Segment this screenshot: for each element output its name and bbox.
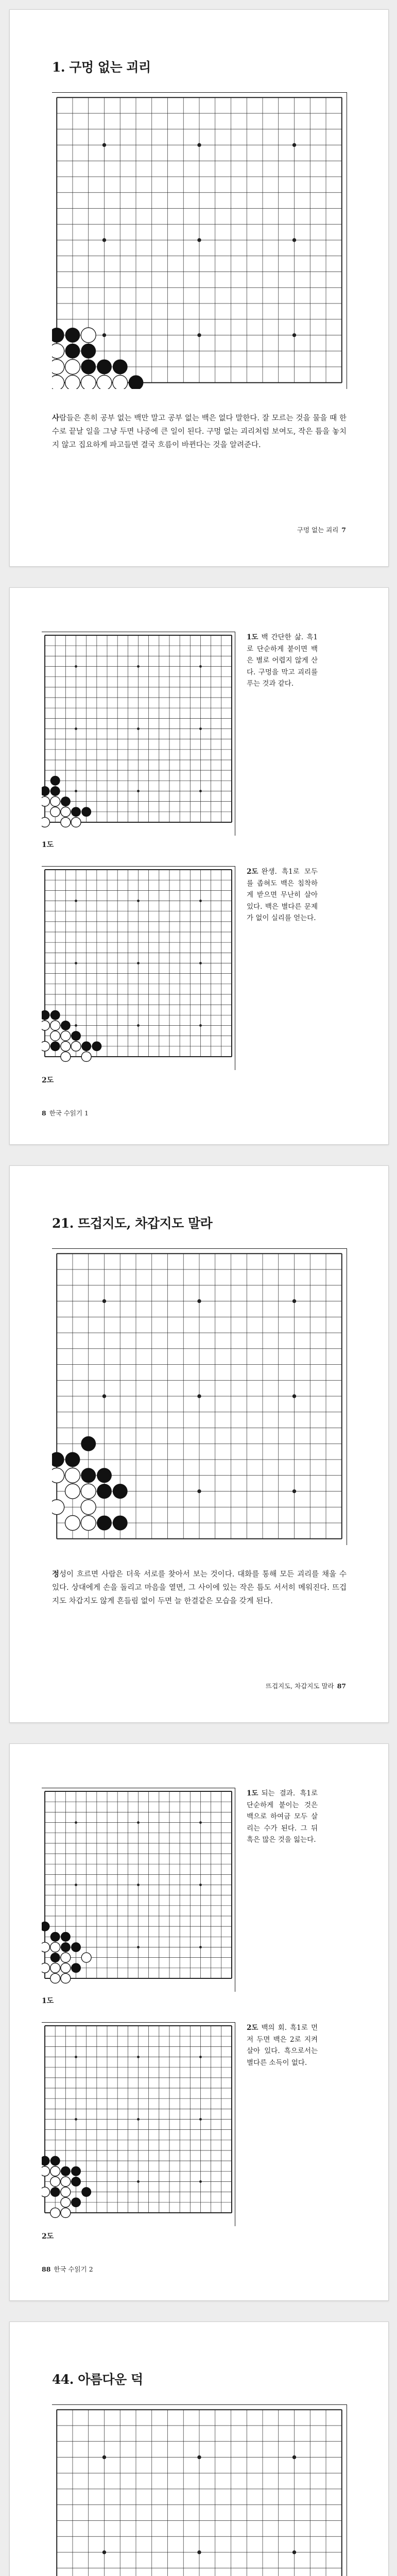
page-title: 1. 구멍 없는 괴리 [52,60,151,75]
star-point [102,333,106,337]
white-stone [61,1031,71,1041]
black-stone [61,2166,71,2176]
white-stone [52,344,64,359]
book-page-2 [9,587,389,1145]
black-stone [50,1953,60,1962]
white-stone [50,2166,60,2176]
board-grid [45,870,232,1057]
black-stone [81,1436,96,1451]
caption-text: 백의 회. 흑1로 먼저 두면 백은 2로 지켜 살아 있다. 흑으로서는 별다른 소득이 없다. [247,2024,318,2067]
book-page-1 [9,9,389,567]
black-stone [113,360,128,375]
white-stone [61,807,71,817]
black-stone [71,807,81,817]
black-stone [113,1516,128,1531]
running-footer [266,1681,346,1690]
white-stone [42,1021,50,1030]
star-point [199,1884,202,1886]
white-stone [61,2177,71,2187]
white-stone [81,1500,96,1515]
star-point [75,790,77,792]
white-stone [50,1942,60,1952]
caption-text: 완생. 흑1로 모두를 좁혀도 백은 침착하게 받으면 무난히 살아 있다. 백은 별다른 문제가 없이 실리를 얻는다. [247,868,318,922]
white-stone [52,1500,64,1515]
book-page-3 [9,1165,389,1723]
go-board [42,2022,235,2226]
book-page-4 [9,1743,389,2301]
white-stone [65,1484,80,1499]
black-stone [97,1484,112,1499]
white-stone [65,1468,80,1483]
black-stone [42,1010,50,1020]
white-stone [50,2177,60,2187]
diagram-caption [247,866,318,924]
white-stone [71,817,81,827]
star-point [197,2455,201,2459]
star-point [137,665,140,668]
caption-heading: 2도 [247,868,258,876]
star-point [75,900,77,902]
white-stone [81,1052,91,1061]
black-stone [50,786,60,796]
star-point [75,1024,77,1027]
white-stone [61,2208,71,2217]
black-stone [71,2177,81,2187]
black-stone [42,2156,50,2166]
star-point [75,962,77,964]
footer-title: 구멍 없는 괴리 [297,526,339,534]
star-point [197,333,201,337]
white-stone [52,1468,64,1483]
white-stone [81,1953,91,1962]
black-stone [129,375,144,389]
footer-title: 한국 수읽기 1 [49,1109,89,1117]
black-stone [81,807,91,817]
white-stone [81,1516,96,1531]
white-stone [50,796,60,806]
black-stone [61,796,71,806]
black-stone [50,2187,60,2197]
page-title: 21. 뜨겁지도, 차갑지도 말라 [52,1216,213,1231]
black-stone [113,1484,128,1499]
white-stone [61,1052,71,1061]
body-text: 정성이 흐르면 사람은 더욱 서로를 찾아서 보는 것이다. 대화를 통해 모든 괴리를 채울 수 있다. 상대에게 손을 돌리고 마음을 열면, 그 사이에 있는 작은 틈도 서서히 메워진다. 뜨겁지도 차갑지도 않게 흔들림 없이 두면 늘 한결같은 모습을 갖게 된다. [52,1570,347,1605]
black-stone [71,1031,81,1041]
star-point [292,1299,296,1303]
black-stone [50,1010,60,1020]
white-stone [61,1973,71,1983]
white-stone [52,375,64,389]
black-stone [81,1468,96,1483]
white-stone [113,375,128,389]
star-point [199,2056,202,2058]
go-board [52,2404,347,2576]
diagram-caption [247,1788,318,1846]
star-point [137,727,140,730]
star-point [137,1946,140,1948]
star-point [199,1821,202,1824]
running-footer [42,1108,89,1117]
book-page-5 [9,2321,389,2576]
star-point [75,665,77,668]
white-stone [97,375,112,389]
black-stone [65,328,80,343]
star-point [75,1821,77,1824]
black-stone [52,328,64,343]
black-stone [71,1963,81,1973]
star-point [199,727,202,730]
black-stone [97,360,112,375]
star-point [137,790,140,792]
star-point [292,238,296,242]
star-point [292,143,296,147]
black-stone [71,2197,81,2207]
caption-heading: 1도 [247,633,258,641]
diagram-caption [247,632,318,690]
star-point [102,238,106,242]
star-point [292,2550,296,2554]
white-stone [50,1031,60,1041]
star-point [75,2118,77,2121]
star-point [137,2118,140,2121]
page-number: 7 [341,526,346,534]
black-stone [52,1452,64,1467]
white-stone [42,2187,50,2197]
star-point [137,2056,140,2058]
white-stone [65,360,80,375]
white-stone [42,817,50,827]
caption-heading: 1도 [247,1789,258,1798]
black-stone [61,1021,71,1030]
star-point [75,727,77,730]
caption-text: 백 간단한 삶. 흑1로 단순하게 붙이면 백은 별로 어렵지 않게 산다. 구멍을 막고 괴리를 푸는 것과 같다. [247,633,318,688]
body-text: 사람들은 흔히 공부 없는 백만 말고 공부 없는 백은 없다 말한다. 잘 모르는 것을 물을 때 한 수로 끝날 일을 그냥 두면 나중에 큰 일이 된다. 구멍 없는 괴리처럼 보여도, 작은 틈을 놓치지 않고 집요하게 파고들면 결국 흐름이 바뀐다는 것을 알려준다. [52,414,347,449]
black-stone [81,360,96,375]
star-point [199,1024,202,1027]
black-stone [50,2156,60,2166]
board-grid [57,2410,342,2576]
go-board [52,1248,347,1545]
white-stone [81,1484,96,1499]
white-stone [61,2187,71,2197]
black-stone [50,1041,60,1051]
star-point [137,1821,140,1824]
white-stone [50,2208,60,2217]
white-stone [50,807,60,817]
white-stone [61,2197,71,2207]
star-point [102,1394,106,1398]
white-stone [61,1963,71,1973]
star-point [102,2550,106,2554]
caption-heading: 2도 [247,2024,258,2032]
star-point [197,1489,201,1493]
black-stone [50,776,60,786]
star-point [197,238,201,242]
black-stone [42,786,50,796]
star-point [137,1024,140,1027]
star-point [197,1394,201,1398]
go-board [42,1788,235,1992]
star-point [199,2180,202,2183]
star-point [292,2455,296,2459]
white-stone [50,1973,60,1983]
white-stone [42,1942,50,1952]
black-stone [50,1932,60,1942]
footer-title: 뜨겁지도, 차갑지도 말라 [265,1682,334,1690]
board-grid [45,635,232,822]
white-stone [61,1041,71,1051]
black-stone [65,344,80,359]
star-point [292,1394,296,1398]
white-stone [42,1963,50,1973]
star-point [292,1489,296,1493]
white-stone [50,1963,60,1973]
white-stone [71,1041,81,1051]
page-number: 87 [337,1682,346,1690]
white-stone [42,2166,50,2176]
black-stone [61,1932,71,1942]
black-stone [65,1452,80,1467]
star-point [197,1299,201,1303]
star-point [102,2455,106,2459]
white-stone [50,1021,60,1030]
caption-text: 되는 결과. 흑1로 단순하게 붙이는 것은 백으로 하여금 모두 살리는 수가 된다. 그 뒤 흑은 많은 것을 잃는다. [247,1789,318,1844]
star-point [197,143,201,147]
running-footer [42,2264,93,2274]
white-stone [61,817,71,827]
star-point [102,143,106,147]
black-stone [81,2187,91,2197]
star-point [199,790,202,792]
star-point [199,962,202,964]
black-stone [71,2166,81,2176]
diagram-label: 1도 [42,1997,54,2005]
star-point [197,2550,201,2554]
black-stone [81,1041,91,1051]
star-point [137,2180,140,2183]
star-point [75,1884,77,1886]
white-stone [81,375,96,389]
white-stone [42,796,50,806]
go-board [42,632,235,836]
white-stone [52,360,64,375]
white-stone [65,375,80,389]
page-number: 8 [42,1109,46,1117]
star-point [199,900,202,902]
star-point [199,2118,202,2121]
black-stone [42,1922,50,1931]
star-point [137,1884,140,1886]
star-point [137,900,140,902]
star-point [102,1299,106,1303]
white-stone [81,328,96,343]
white-stone [42,1041,50,1051]
star-point [199,665,202,668]
white-stone [65,1516,80,1531]
running-footer [297,525,346,534]
diagram-label: 2도 [42,1076,54,1084]
black-stone [61,1942,71,1952]
footer-title: 한국 수읽기 2 [54,2265,93,2273]
diagram-caption [247,2022,318,2069]
page-number: 88 [42,2265,51,2273]
star-point [199,1946,202,1948]
black-stone [71,1942,81,1952]
diagram-label: 1도 [42,841,54,849]
black-stone [97,1516,112,1531]
board-grid [57,97,342,383]
black-stone [92,1041,101,1051]
page-title: 44. 아름다운 덕 [52,2372,143,2387]
white-stone [61,1953,71,1962]
go-board [52,92,347,389]
black-stone [81,344,96,359]
go-board [42,866,235,1070]
star-point [75,2056,77,2058]
black-stone [97,1468,112,1483]
diagram-label: 2도 [42,2232,54,2241]
star-point [292,333,296,337]
star-point [137,962,140,964]
